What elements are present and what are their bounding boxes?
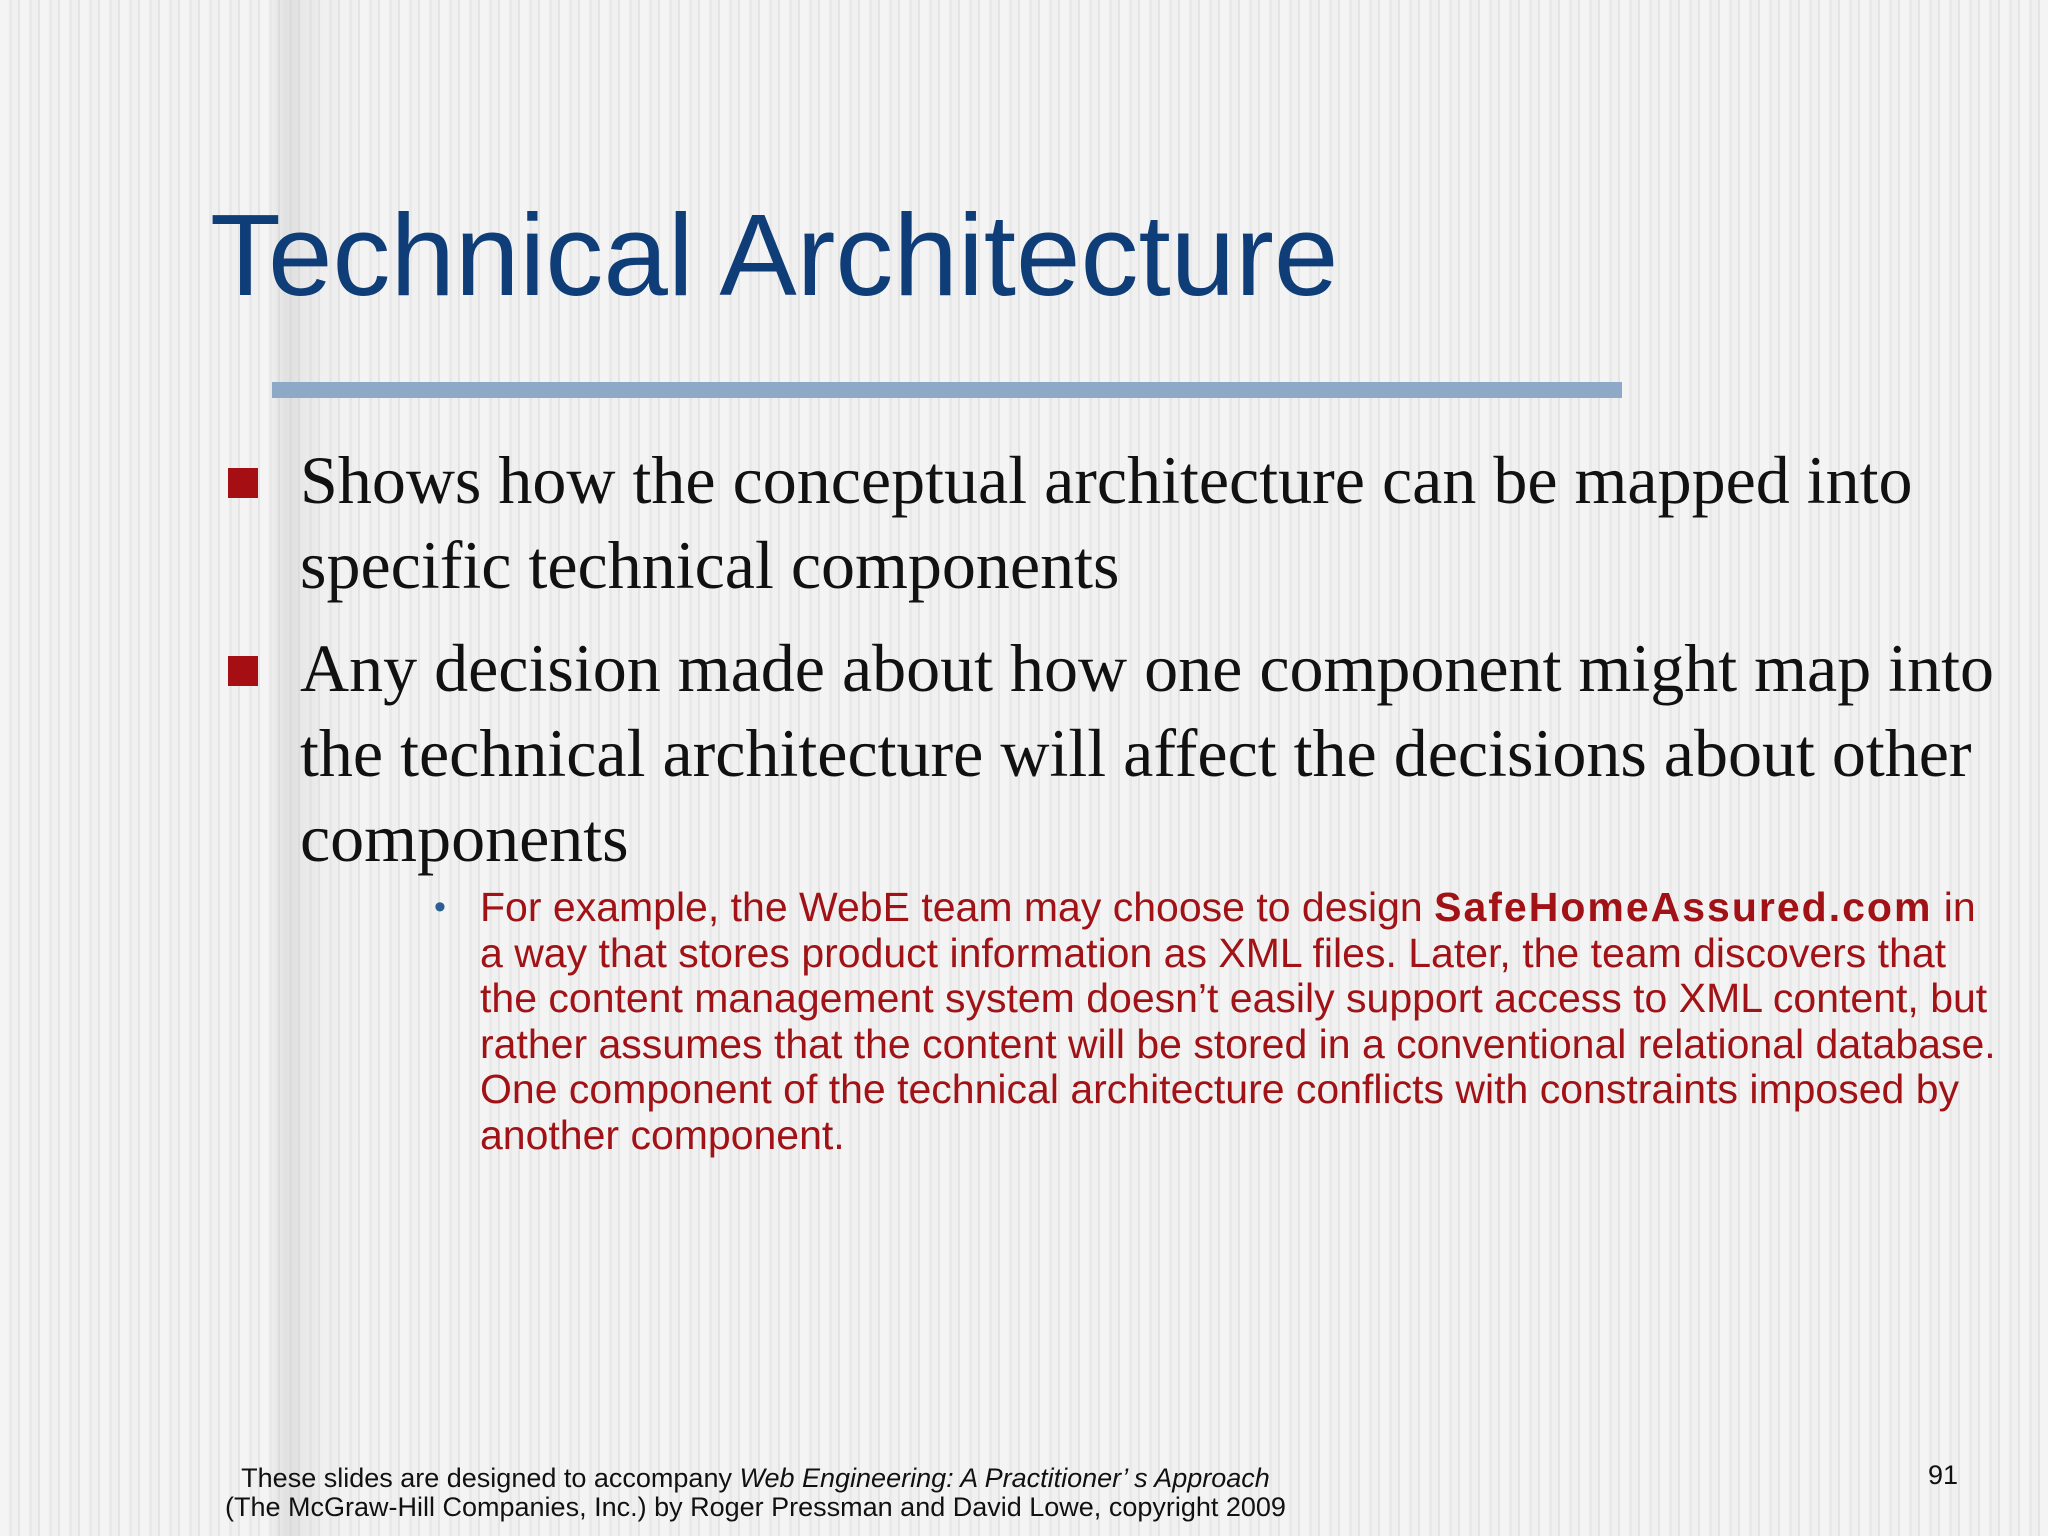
square-bullet-icon <box>228 656 258 686</box>
bullet-text: Shows how the conceptual architecture can be mapped into specific technical components <box>300 442 1913 603</box>
bullet-item <box>300 626 2000 881</box>
square-bullet-icon <box>228 468 258 498</box>
bullet-item <box>300 438 2000 608</box>
footer-credit <box>225 1464 1286 1522</box>
sub-bullet-emphasis: SafeHomeAssured.com <box>1434 884 1933 930</box>
page-number: 91 <box>1928 1460 1959 1490</box>
slide-title: Technical Architecture <box>210 190 1339 320</box>
footer-line-1-prefix: These slides are designed to accompany <box>241 1463 740 1493</box>
footer-book-title: Web Engineering: A Practitioner’ s Approach <box>739 1463 1270 1493</box>
sub-bullet-item <box>434 884 2000 1158</box>
bullet-text: Any decision made about how one component might map into the technical architecture will affect the decisions about other components <box>300 630 1995 876</box>
sub-bullet-suffix: in a way that stores product information as XML files. Later, the team discovers that the content management system doesn’t easily support access to XML content, but rather assumes that the content will be stored in a conventional relational database. One component of the technical architecture conflicts with constraints imposed by another component. <box>480 884 1996 1158</box>
footer-line-1 <box>225 1464 1286 1493</box>
sub-bullet-prefix: For example, the WebE team may choose to design <box>480 884 1435 930</box>
title-underline <box>272 382 1622 398</box>
footer-line-2: (The McGraw-Hill Companies, Inc.) by Roger Pressman and David Lowe, copyright 2009 <box>225 1492 1286 1522</box>
dot-bullet-icon: • <box>434 888 446 926</box>
